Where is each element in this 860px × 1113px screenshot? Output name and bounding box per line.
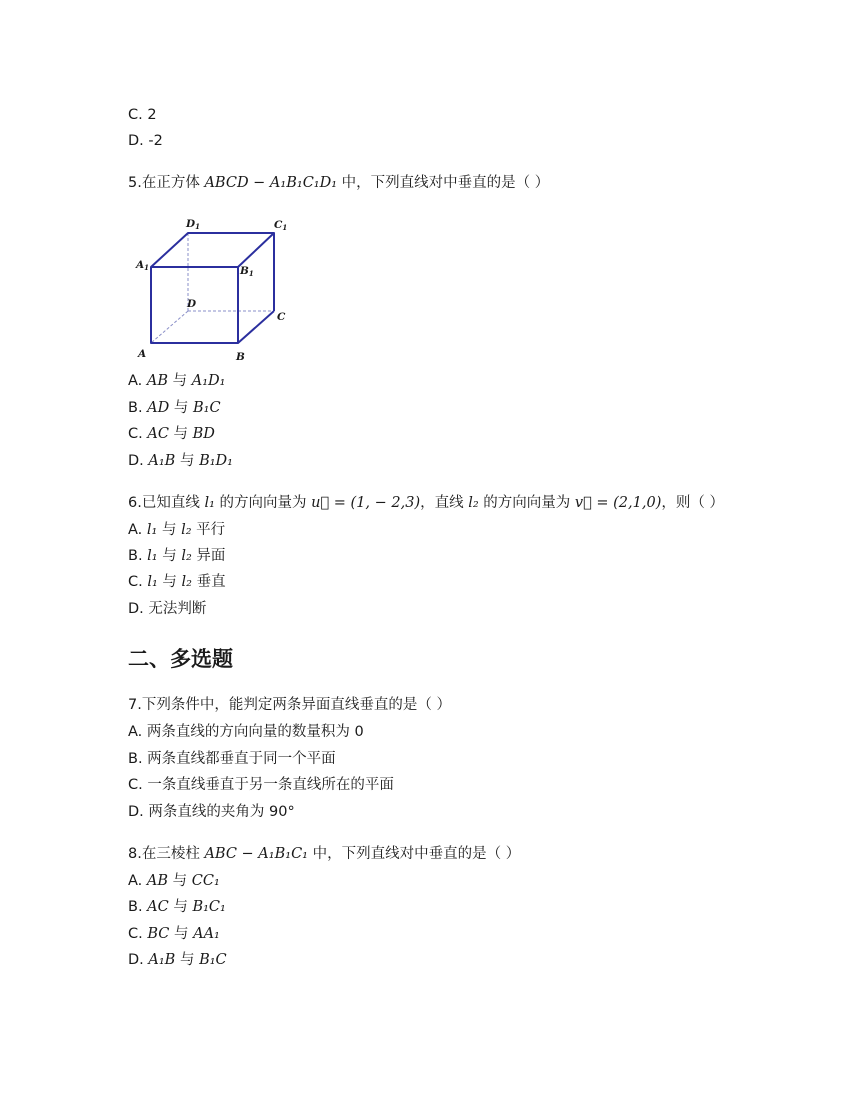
option-sep: 与 — [168, 899, 193, 915]
option-letter: A. — [128, 873, 147, 889]
option-sep: 与 — [168, 873, 192, 889]
option-letter: C. — [128, 426, 148, 442]
label-a: A — [138, 348, 147, 360]
option-math: AC — [147, 426, 169, 442]
q8-stem-suffix: 中，下列直线对中垂直的是（ ） — [307, 846, 521, 862]
q7-option-b: B. 两条直线都垂直于同一个平面 — [128, 751, 336, 767]
option-letter: B. — [128, 400, 148, 416]
q6-option-c — [128, 572, 226, 592]
option-math: A₁B — [148, 952, 176, 968]
option-math: BC — [147, 926, 170, 942]
q7-option-d: D. 两条直线的夹角为 90° — [128, 804, 295, 820]
option-math: B₁C — [193, 400, 221, 416]
edge-bc — [238, 311, 274, 343]
cube-figure — [134, 214, 304, 366]
option-math: l₂ — [181, 548, 192, 564]
q6-vector-v: v⃗ = (2,1,0) — [574, 495, 662, 511]
q6-stem-suffix: ，则（ ） — [661, 495, 724, 511]
label-c: C — [277, 311, 286, 323]
label-b1: B1 — [240, 265, 254, 278]
q5-option-d — [128, 451, 233, 471]
option-math: B₁C — [199, 952, 227, 968]
option-sep: 与 — [169, 400, 193, 416]
q5-option-a — [128, 371, 225, 391]
q8-option-c — [128, 924, 220, 944]
option-text: 异面 — [191, 548, 226, 564]
q7-option-a: A. 两条直线的方向向量的数量积为 0 — [128, 724, 364, 740]
q5-stem — [128, 173, 549, 193]
option-math: l₂ — [181, 522, 192, 538]
option-math: l₁ — [146, 522, 158, 538]
option-letter: B. — [128, 548, 148, 564]
option-sep: 与 — [168, 426, 193, 442]
option-math: AC — [147, 899, 169, 915]
option-letter: D. — [128, 952, 149, 968]
option-math: AA₁ — [193, 926, 220, 942]
q6-stem-prefix: 6.已知直线 — [128, 495, 205, 511]
option-letter: A. — [128, 373, 147, 389]
q8-option-d — [128, 950, 227, 970]
section-heading-multiple-choice: 二、多选题 — [128, 647, 233, 671]
edge-ad — [151, 311, 188, 343]
q6-option-a — [128, 520, 225, 540]
q6-l2: l₂ — [468, 495, 479, 511]
q6-l1: l₁ — [204, 495, 215, 511]
label-d: D — [187, 298, 197, 310]
option-math: CC₁ — [191, 873, 220, 889]
option-math: B₁C₁ — [192, 899, 226, 915]
option-math: A₁D₁ — [191, 373, 226, 389]
label-a1: A1 — [136, 259, 150, 272]
option-text: 垂直 — [191, 574, 226, 590]
label-c1: C1 — [274, 219, 288, 232]
option-letter: B. — [128, 899, 148, 915]
option-letter: C. — [128, 574, 148, 590]
q5-stem-suffix: 中，下列直线对中垂直的是（ ） — [337, 175, 550, 191]
option-sep: 与 — [157, 548, 182, 564]
q7-option-c: C. 一条直线垂直于另一条直线所在的平面 — [128, 777, 394, 793]
option-letter: D. — [128, 453, 149, 469]
option-sep: 与 — [157, 522, 182, 538]
option-text: 平行 — [191, 522, 226, 538]
label-b: B — [236, 351, 245, 363]
option-math: l₁ — [147, 574, 158, 590]
q6-stem-text: ，直线 — [420, 495, 469, 511]
q8-stem-math: ABC − A₁B₁C₁ — [204, 846, 308, 862]
option-letter: D. — [128, 601, 149, 617]
option-letter: A. — [128, 522, 147, 538]
option-math: AB — [146, 373, 169, 389]
q7-stem: 7.下列条件中，能判定两条异面直线垂直的是（ ） — [128, 697, 451, 713]
option-letter: C. — [128, 926, 148, 942]
option-sep: 与 — [169, 926, 194, 942]
cube-diagram — [134, 214, 304, 366]
q6-stem-text: 的方向向量为 — [214, 495, 312, 511]
top-face — [151, 233, 274, 267]
option-math: AD — [147, 400, 170, 416]
q8-stem-prefix: 8.在三棱柱 — [128, 846, 205, 862]
q5-option-c — [128, 424, 215, 444]
q4-option-c: C. 2 — [128, 107, 157, 123]
q6-vector-u: u⃗ = (1, − 2,3) — [311, 495, 421, 511]
option-sep: 与 — [175, 453, 200, 469]
option-math: l₁ — [147, 548, 158, 564]
q6-stem — [128, 493, 724, 513]
q5-stem-prefix: 5.在正方体 — [128, 175, 205, 191]
q6-option-d — [128, 599, 206, 619]
option-math: A₁B — [148, 453, 176, 469]
q5-option-b — [128, 398, 221, 418]
option-math: B₁D₁ — [199, 453, 233, 469]
visible-edges — [151, 233, 274, 343]
option-sep: 与 — [168, 373, 192, 389]
q8-option-a — [128, 871, 220, 891]
q6-option-b — [128, 546, 225, 566]
q5-stem-math: ABCD − A₁B₁C₁D₁ — [204, 175, 338, 191]
q8-option-b — [128, 897, 226, 917]
option-sep: 与 — [157, 574, 182, 590]
q8-stem — [128, 844, 520, 864]
option-sep: 与 — [175, 952, 200, 968]
option-text: 无法判断 — [148, 601, 207, 617]
option-math: AB — [146, 873, 169, 889]
q4-option-d: D. -2 — [128, 133, 163, 149]
option-math: l₂ — [181, 574, 192, 590]
option-math: BD — [192, 426, 215, 442]
q6-stem-text: 的方向向量为 — [478, 495, 575, 511]
label-d1: D1 — [186, 218, 200, 231]
